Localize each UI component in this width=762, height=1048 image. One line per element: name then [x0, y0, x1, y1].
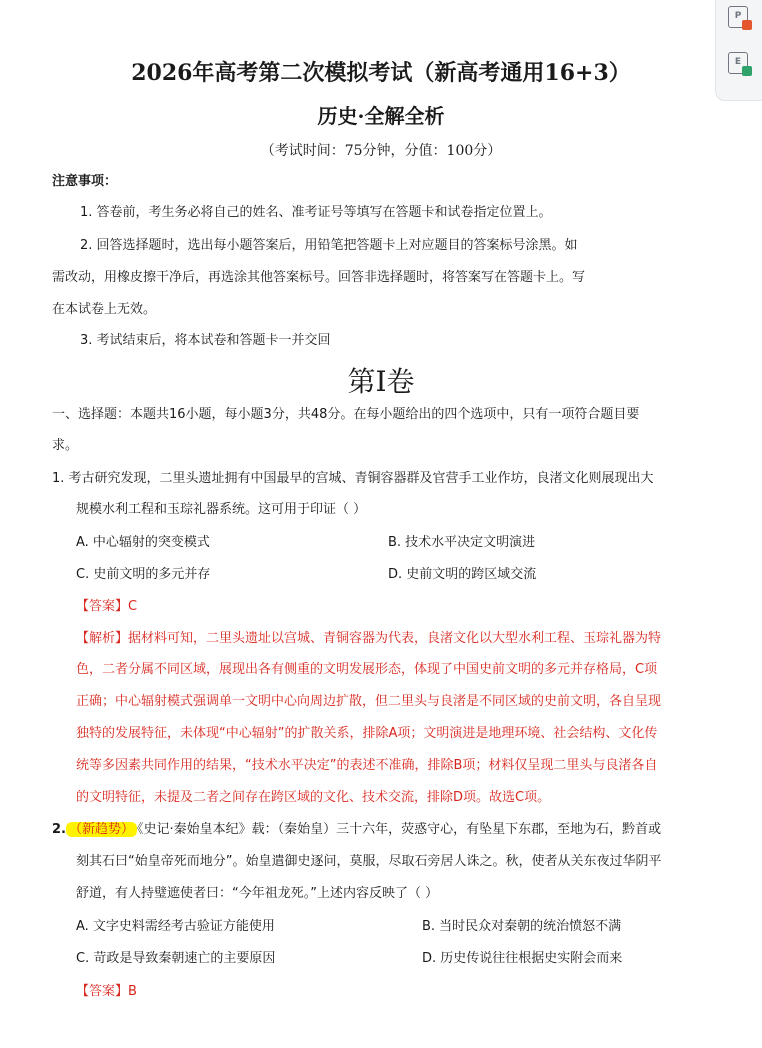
question-1-option-a: A. 中心辐射的突变模式	[76, 535, 210, 550]
document-subtitle: 历史·全解全析	[317, 104, 445, 128]
volume-title: 第Ⅰ卷	[347, 365, 415, 398]
question-1-analysis: 独特的发展特征，未体现“中心辐射”的扩散关系，排除A项；文明演进是地理环境、社会结构、文化传	[76, 726, 658, 741]
notice-line: 2. 回答选择题时，选出每小题答案后，用铅笔把答题卡上对应题目的答案标号涂黑。如	[80, 238, 578, 253]
notice-line: 3. 考试结束后，将本试卷和答题卡一并交回	[80, 333, 331, 348]
question-1-analysis: 【解析】据材料可知，二里头遗址以宫城、青铜容器为代表，良渚文化以大型水利工程、玉琮礼器为特	[76, 631, 662, 646]
question-2-option-c: C. 苛政是导致秦朝速亡的主要原因	[76, 951, 276, 966]
question-1-analysis: 正确；中心辐射模式强调单一文明中心向周边扩散，但二里头与良渚是不同区域的史前文明，各自呈现	[76, 694, 662, 709]
ppt-export-icon[interactable]: P	[728, 6, 748, 28]
question-2-option-d: D. 历史传说往往根据史实附会而来	[422, 951, 623, 966]
question-1-option-c: C. 史前文明的多元并存	[76, 567, 211, 582]
question-2-answer: 【答案】B	[76, 984, 137, 999]
question-1-analysis: 统等多因素共同作用的结果，“技术水平决定”的表述不准确，排除B项；材料仅呈现二里头与良渚各自	[76, 758, 658, 773]
document-title: 2026年高考第二次模拟考试（新高考通用16+3）	[131, 60, 631, 86]
notice-line: 1. 答卷前，考生务必将自己的姓名、准考证号等填写在答题卡和试卷指定位置上。	[80, 205, 552, 220]
new-trend-badge: （新趋势）	[66, 822, 137, 837]
excel-export-icon[interactable]: E	[728, 52, 748, 74]
notice-line: 在本试卷上无效。	[52, 302, 157, 317]
notice-line: 需改动，用橡皮擦干净后，再选涂其他答案标号。回答非选择题时，将答案写在答题卡上。写	[52, 270, 586, 285]
question-2-stem: 舒道，有人持璧遮使者曰：“今年祖龙死。”上述内容反映了（ ）	[76, 886, 439, 901]
exam-info: （考试时间：75分钟，分值：100分）	[260, 143, 502, 159]
question-2-option-a: A. 文字史料需经考古验证方能使用	[76, 919, 275, 934]
section-instructions: 求。	[52, 438, 79, 453]
question-2-option-b: B. 当时民众对秦朝的统治愤怒不满	[422, 919, 622, 934]
question-1-option-b: B. 技术水平决定文明演进	[388, 535, 536, 550]
question-1-analysis: 色，二者分属不同区域，展现出各有侧重的文明发展形态，体现了中国史前文明的多元并存格局，C项	[76, 662, 658, 677]
question-2-number: 2.	[52, 822, 66, 837]
question-1-stem: 规模水利工程和玉琮礼器系统。这可用于印证（ ）	[76, 502, 367, 517]
question-1-stem: 1. 考古研究发现，二里头遗址拥有中国最早的宫城、青铜容器群及官营手工业作坊，良渚文化则展现出大	[52, 471, 654, 486]
question-1-analysis: 的文明特征，未提及二者之间存在跨区域的文化、技术交流，排除D项。故选C项。	[76, 790, 551, 805]
question-1-option-d: D. 史前文明的跨区域交流	[388, 567, 537, 582]
question-2-stem: 刻其石曰“始皇帝死而地分”。始皇遣御史逐问，莫服，尽取石旁居人诛之。秋，使者从关东夜过华阴平	[76, 854, 662, 869]
notice-heading: 注意事项：	[52, 174, 118, 189]
question-1-answer: 【答案】C	[76, 599, 138, 614]
section-instructions: 一、选择题：本题共16小题，每小题3分，共48分。在每小题给出的四个选项中，只有一项符合题目要	[52, 407, 640, 422]
question-2-stem: 2. （新趋势） 《史记·秦始皇本纪》载：（秦始皇）三十六年，荧惑守心，有坠星下东郡，至地为石，黔首或	[52, 822, 662, 837]
